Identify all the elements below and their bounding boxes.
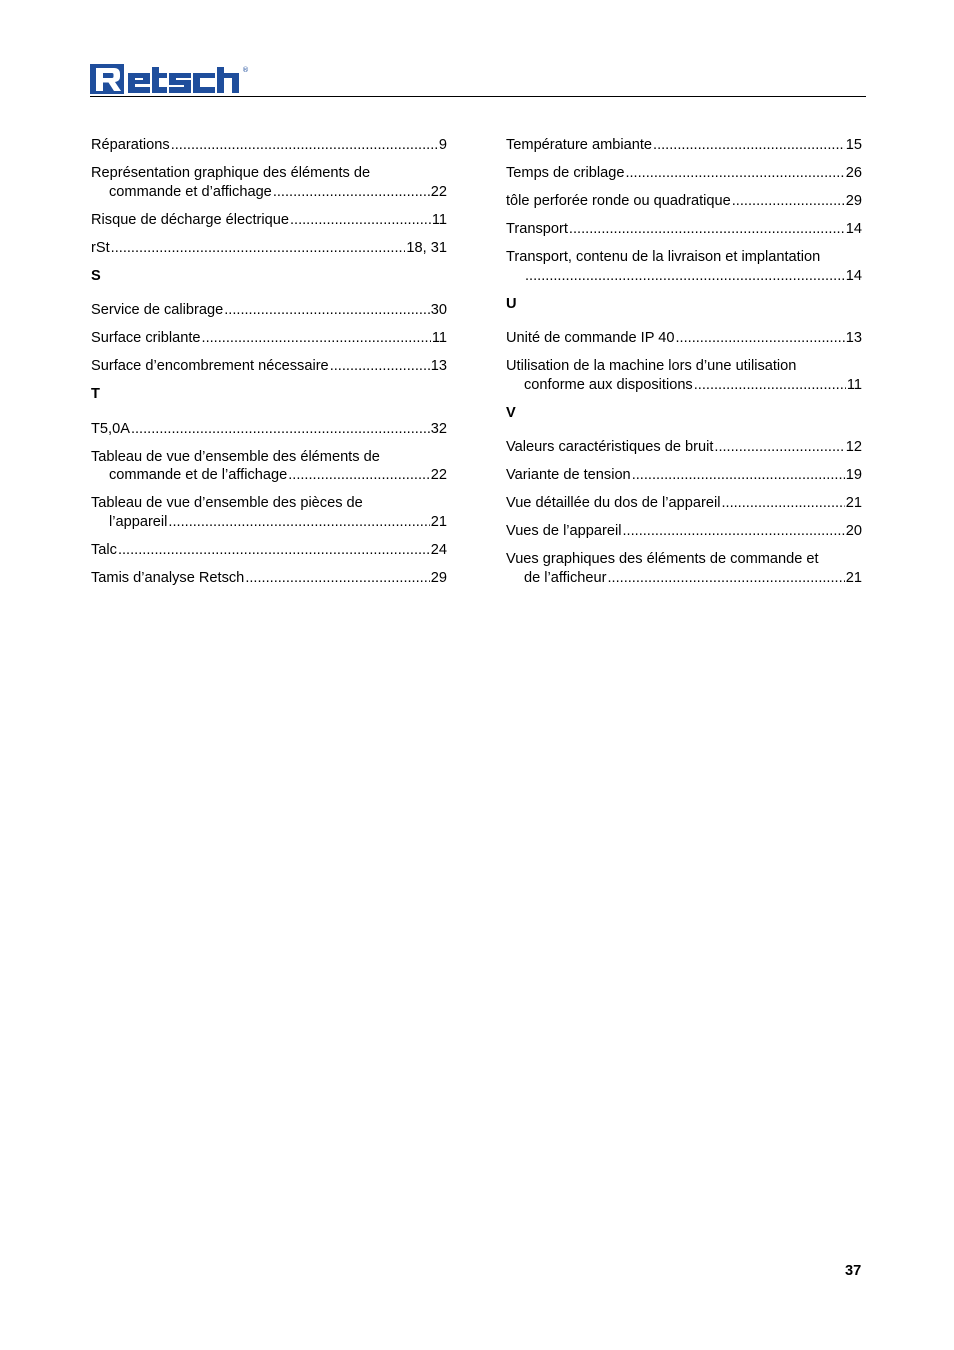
index-page-ref: 22 [430,467,447,483]
index-entry-term: Représentation graphique des éléments de [91,165,371,181]
index-entry [91,301,447,320]
index-entry [91,329,447,348]
index-leader-dots [607,569,844,588]
retsch-logo [90,62,258,96]
index-entry-term: Vue détaillée du dos de l’appareil [506,495,721,511]
index-entry-term: Tableau de vue d’ensemble des éléments de [91,448,380,465]
index-entry-term: Valeurs caractéristiques de bruit [506,439,714,455]
index-section-letter: V [506,404,516,421]
index-leader-dots [168,513,429,532]
index-section-letter: T [91,386,100,402]
index-page-ref: 14 [845,221,862,237]
index-entry-term: Transport, contenu de la livraison et implantation [506,249,821,265]
index-leader-dots [569,220,845,239]
index-page-ref: 29 [845,193,862,209]
index-page-ref: 21 [845,569,862,586]
index-section-letter: U [506,295,517,312]
svg-text:®: ® [242,66,249,74]
index-entry [506,522,862,541]
index-entry [91,211,447,230]
index-leader-dots [288,466,430,485]
index-page-ref: 9 [438,137,447,153]
index-entry-term: Variante de tension [506,467,631,483]
index-entry-term: tôle perforée ronde ou quadratique [506,193,731,209]
index-entry-term: Réparations [91,137,170,153]
index-section-letter: S [91,267,101,284]
index-entry [506,220,862,239]
index-leader-dots [131,420,430,439]
index-leader-dots [732,192,845,211]
index-leader-dots [675,329,844,348]
index-page-ref: 29 [430,569,447,586]
index-page-ref: 18, 31 [406,239,447,256]
index-entry [506,329,862,348]
index-entry-term: commande et d’affichage [109,183,272,200]
index-leader-dots [330,357,430,376]
index-page-ref: 13 [430,358,447,374]
index-page-ref: 24 [430,541,447,558]
index-leader-dots [171,136,438,155]
index-page-ref: 11 [846,376,862,393]
index-entry [506,438,862,457]
index-page-ref: 20 [845,523,862,539]
index-leader-dots [224,301,430,320]
index-entry-term: Talc [91,541,117,558]
index-page-ref: 15 [845,137,862,153]
index-leader-dots [525,267,845,286]
index-page-ref: 14 [845,267,862,284]
index-entry [91,494,447,531]
index-leader-dots [202,329,431,348]
index-entry-term: Temps de criblage [506,165,625,181]
index-entry [506,357,862,394]
index-entry-term: T5,0A [91,420,130,437]
index-entry [506,136,862,155]
index-leader-dots [111,239,406,258]
index-leader-dots [625,164,844,183]
index-leader-dots [622,522,844,541]
header-rule [90,96,866,97]
index-page-ref: 21 [845,495,862,511]
index-leader-dots [632,466,845,485]
index-entry-term: Surface criblante [91,330,201,346]
index-entry-term: Tableau de vue d’ensemble des pièces de [91,495,363,511]
index-entry [506,550,862,587]
index-page-ref: 19 [845,467,862,483]
index-leader-dots [245,569,429,588]
index-leader-dots [714,438,844,457]
index-page-ref: 21 [430,513,447,530]
index-entry-term: l’appareil [109,513,168,530]
page-number: 37 [845,1263,862,1279]
index-entry [91,357,447,376]
index-page-ref: 13 [845,330,862,346]
index-page-ref: 11 [431,211,447,228]
index-entry [91,448,447,485]
index-column-left [91,136,447,597]
index-entry [91,164,447,201]
index-entry-term: Tamis d’analyse Retsch [91,569,245,586]
index-entry-term: Unité de commande IP 40 [506,330,675,346]
index-entry-term: Surface d’encombrement nécessaire [91,358,329,374]
index-entry-term: rSt [91,239,110,256]
index-entry-term: Vues graphiques des éléments de commande et [506,551,819,567]
index-entry-term: Température ambiante [506,137,653,153]
index-entry-term: Vues de l’appareil [506,523,622,539]
index-leader-dots [290,211,431,230]
index-entry [506,192,862,211]
index-entry [506,494,862,513]
index-entry-term: commande et de l’affichage [109,467,288,483]
index-entry [506,466,862,485]
index-entry [91,136,447,155]
index-entry [91,541,447,560]
index-page-ref: 30 [430,302,447,318]
index-page-ref: 12 [845,439,862,455]
index-leader-dots [653,136,845,155]
index-leader-dots [694,376,846,395]
index-entry-term: de l’afficheur [524,569,607,586]
index-entry [91,569,447,588]
index-entry [506,164,862,183]
index-page-ref: 32 [430,420,447,437]
index-page-ref: 26 [845,165,862,181]
index-page-ref: 22 [430,183,447,200]
index-leader-dots [118,541,430,560]
index-entry-term: Service de calibrage [91,302,224,318]
index-leader-dots [721,494,844,513]
index-entry-term: Transport [506,221,568,237]
index-entry [91,239,447,258]
index-entry [91,420,447,439]
index-entry-term: Risque de décharge électrique [91,211,289,228]
index-leader-dots [273,183,430,202]
index-page-ref: 11 [431,330,447,346]
index-entry-term: Utilisation de la machine lors d’une utilisation [506,358,797,374]
index-column-right [506,136,862,597]
index-entry-term: conforme aux dispositions [524,376,693,393]
index-entry [506,248,862,285]
